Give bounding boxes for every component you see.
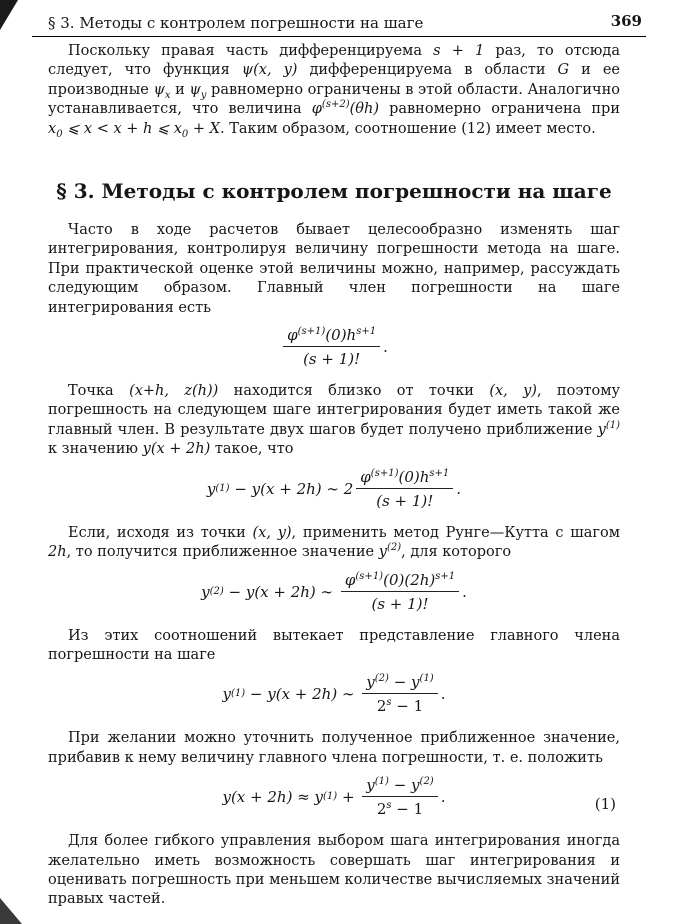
equation-1: y(x + 2h) ≈ y (1) + $\frac{y^{(1)} - y^{(2)}}{2^s - 1}$ . (1) bbox=[222, 776, 616, 819]
page-body bbox=[48, 42, 620, 910]
running-head bbox=[32, 12, 646, 37]
scan-shadow-top bbox=[0, 0, 18, 30]
scan-shadow-bottom bbox=[0, 898, 22, 924]
equation-two-steps: y (1) − y(x + 2h) ∼ 2 $\frac{\varphi^{(s+1)}(0)h^{s+1}}{(s + 1)!}$ . bbox=[206, 467, 462, 510]
paragraph-4: Если, исходя из точки (x, y), применить метод Рунге—Кутта с шагом 2h, то получится приближенное значение $y^{(2)}$, для которого bbox=[48, 524, 620, 561]
running-head-title: § 3. Методы с контролем погрешности на шаге bbox=[48, 14, 424, 32]
equation-error-estimate: y (1) − y(x + 2h) ∼ $\frac{y^{(2)} - y^{(1)}}{2^s - 1}$ . bbox=[222, 673, 446, 716]
equation-number: (1) bbox=[594, 795, 616, 814]
paragraph-7: Для более гибкого управления выбором шага интегрирования иногда желательно иметь возможность совершать шаг интегрирования и оценивать погрешность при меньшем количестве вычисляемых значений правых частей. bbox=[48, 833, 620, 908]
paragraph-5: Из этих соотношений вытекает представление главного члена погрешности на шаге bbox=[48, 627, 620, 663]
paragraph-3: Точка (x+h, z(h)) находится близко от точки (x, y), поэтому погрешность на следующем шаге интегрирования будет иметь такой же главный член. В результате двух шагов будет получено приближение $y^{(1)}$ к значению y(x + 2h) такое, что bbox=[48, 383, 621, 458]
section-heading: § 3. Методы с контролем погрешности на шаге bbox=[56, 179, 612, 204]
equation-leading-error: $\frac{\varphi^{(s+1)}(0)h^{s+1}}{(s + 1)!}$ . bbox=[48, 318, 620, 382]
paragraph-6: При желании можно уточнить полученное приближенное значение, прибавив к нему величину главного члена погрешности, т. е. положить bbox=[48, 730, 620, 766]
paragraph-2: Часто в ходе расчетов бывает целесообразно изменять шаг интегрирования, контролируя величину погрешности метода на шаге. При практической оценке этой величины можно, например, рассуждать следующим образом. Главный член погрешности на шаге интегрирования есть bbox=[48, 222, 620, 316]
page-number: 369 bbox=[610, 12, 642, 30]
paragraph-1: Поскольку правая часть дифференцируема s + 1 раз, то отсюда следует, что функция ψ(x, y) дифференцируема в области G и ее производные $\psi_x$ и $\psi_y$ равномерно ограничены в этой области. Аналогично устанавливается, что величина $\varphi^{(s+2)}(\theta h)$ равномерно ограничена при $x_0$ ⩽ x < x + h ⩽ $x_0 + X$. Таким образом, соотношение (12) имеет место. bbox=[48, 43, 621, 140]
equation-double-step: y (2) − y(x + 2h) ∼ $\frac{\varphi^{(s+1)}(0)(2h)^{s+1}}{(s + 1)!}$ . bbox=[201, 570, 467, 613]
